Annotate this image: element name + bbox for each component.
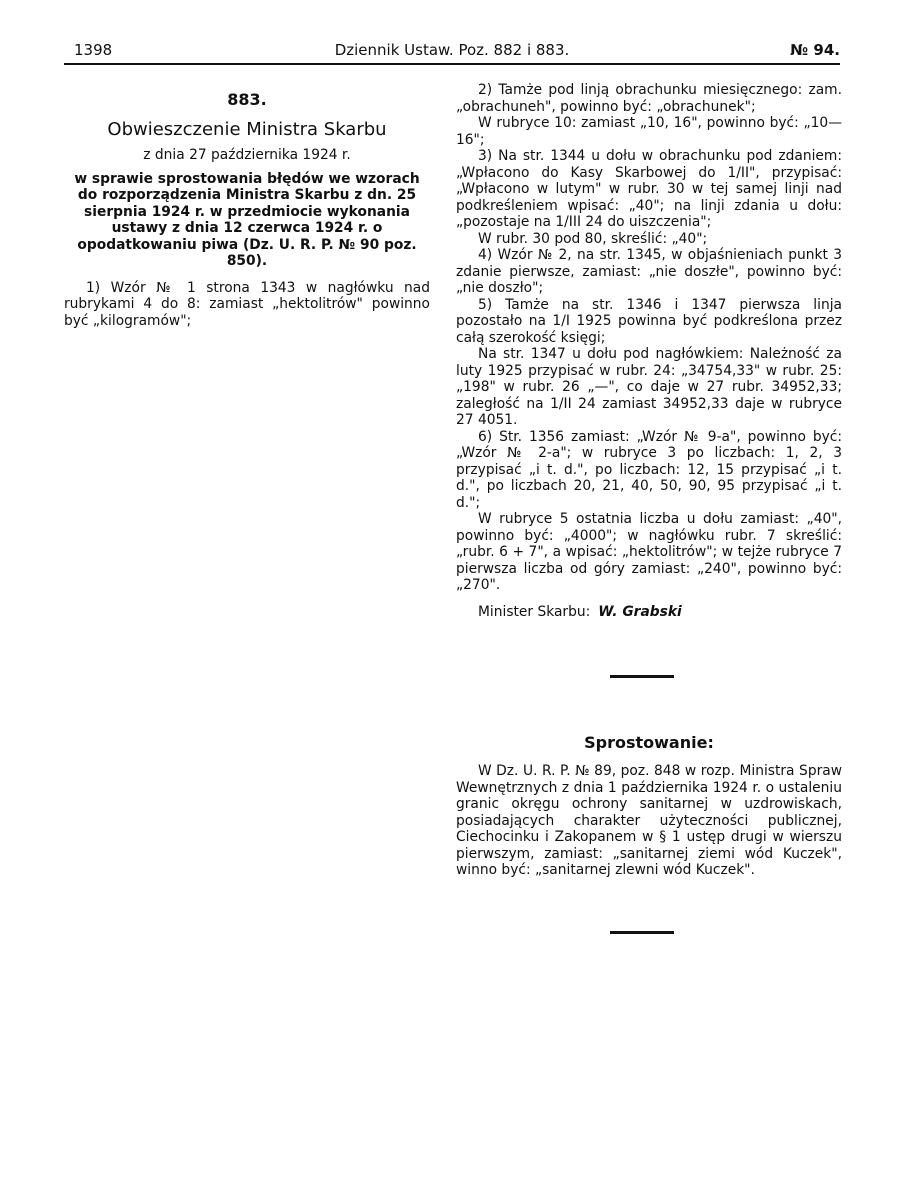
paragraph: 1) Wzór № 1 strona 1343 w nagłówku nad rubrykami 4 do 8: zamiast „hektolitrów" powinno być „kilogramów"; — [64, 279, 430, 329]
paragraph: W rubr. 30 pod 80, skreślić: „40"; — [478, 230, 708, 247]
end-separator — [610, 931, 674, 934]
correction-title: Sprostowanie: — [584, 733, 714, 752]
signature-label: Minister Skarbu: — [478, 603, 591, 620]
journal-title: Dziennik Ustaw. Poz. 882 i 883. — [334, 41, 570, 59]
announcement-title: Obwieszczenie Ministra Skarbu — [107, 119, 387, 140]
announcement-subject: w sprawie sprostowania błędów we wzorach do rozporządzenia Ministra Skarbu z dn. 25 sierpnia 1924 r. w przedmiocie wykonania ustawy z dnia 12 czerwca 1924 r. o opodatkowaniu piwa (Dz. U. R. P. № 90 poz. 850). — [74, 170, 420, 269]
correction-section — [456, 733, 842, 879]
paragraph: 6) Str. 1356 zamiast: „Wzór № 9-a", powinno być: „Wzór № 2-a"; w rubryce 3 po liczbach: 1, 2, 3 przypisać „i t. d.", po liczbach: 12, 15 przypisać „i t. d.", po liczbach 20, 21, 40, 50, 90, 95 przypisać „i t. d."; — [456, 428, 842, 511]
left-column — [64, 90, 430, 329]
page-header — [64, 41, 840, 63]
correction-text: W Dz. U. R. P. № 89, poz. 848 w rozp. Ministra Spraw Wewnętrznych z dnia 1 października 1924 r. o ustaleniu granic okręgu ochrony sanitarnej w uzdrowiskach, posiadających charakter użyteczności publicznej, Ciechocinku i Zakopanem w § 1 ustęp drugi w wierszu pierwszym, zamiast: „sanitarnej ziemi wód Kuczek", winno być: „sanitarnej zlewni wód Kuczek". — [456, 763, 842, 878]
header-rule — [64, 63, 840, 65]
page-number: 1398 — [74, 41, 113, 59]
paragraph: 3) Na str. 1344 u dołu w obrachunku pod zdaniem: „Wpłacono do Kasy Skarbowej do 1/II", przypisać: „Wpłacono w lutym" w rubr. 30 w tej samej linji nad podkreśleniem wpisać: „40"; na linji zdania u dołu: „pozostaje na 1/III 24 do uiszczenia"; — [456, 148, 842, 230]
section-separator — [610, 675, 674, 678]
issue-number: № 94. — [790, 41, 840, 59]
right-column — [456, 82, 842, 620]
paragraph: 5) Tamże na str. 1346 i 1347 pierwsza linja pozostało na 1/I 1925 powinna być podkreślona przez całą szerokość księgi; — [456, 296, 842, 346]
signature — [456, 604, 842, 621]
announcement-number: 883. — [227, 90, 267, 109]
paragraph: W rubryce 5 ostatnia liczba u dołu zamiast: „40", powinno być: „4000"; w nagłówku rubr. 7 skreślić: „rubr. 6 + 7", a wpisać: „hektolitrów"; w tejże rubryce 7 pierwsza liczba od góry zamiast: „240", powinno być: „270". — [456, 511, 842, 593]
signature-name: W. Grabski — [598, 603, 682, 620]
paragraph: 4) Wzór № 2, na str. 1345, w objaśnieniach punkt 3 zdanie pierwsze, zamiast: „nie doszłe", powinno być: „nie doszło"; — [456, 247, 842, 296]
paragraph: 2) Tamże pod linją obrachunku miesięcznego: zam. „obrachuneh", powinno być: „obrachunek"; — [456, 82, 842, 115]
announcement-date: z dnia 27 października 1924 r. — [143, 147, 351, 163]
paragraph: W rubryce 10: zamiast „10, 16", powinno być: „10—16"; — [456, 115, 842, 148]
paragraph: Na str. 1347 u dołu pod nagłówkiem: Należność za luty 1925 przypisać w rubr. 24: „34754,33" w rubr. 25: „198" w rubr. 26 „—", co daje w 27 rubr. 34952,33; zaległość na 1/II 24 zamiast 34952,33 daje w rubryce 27 4051. — [456, 346, 842, 428]
